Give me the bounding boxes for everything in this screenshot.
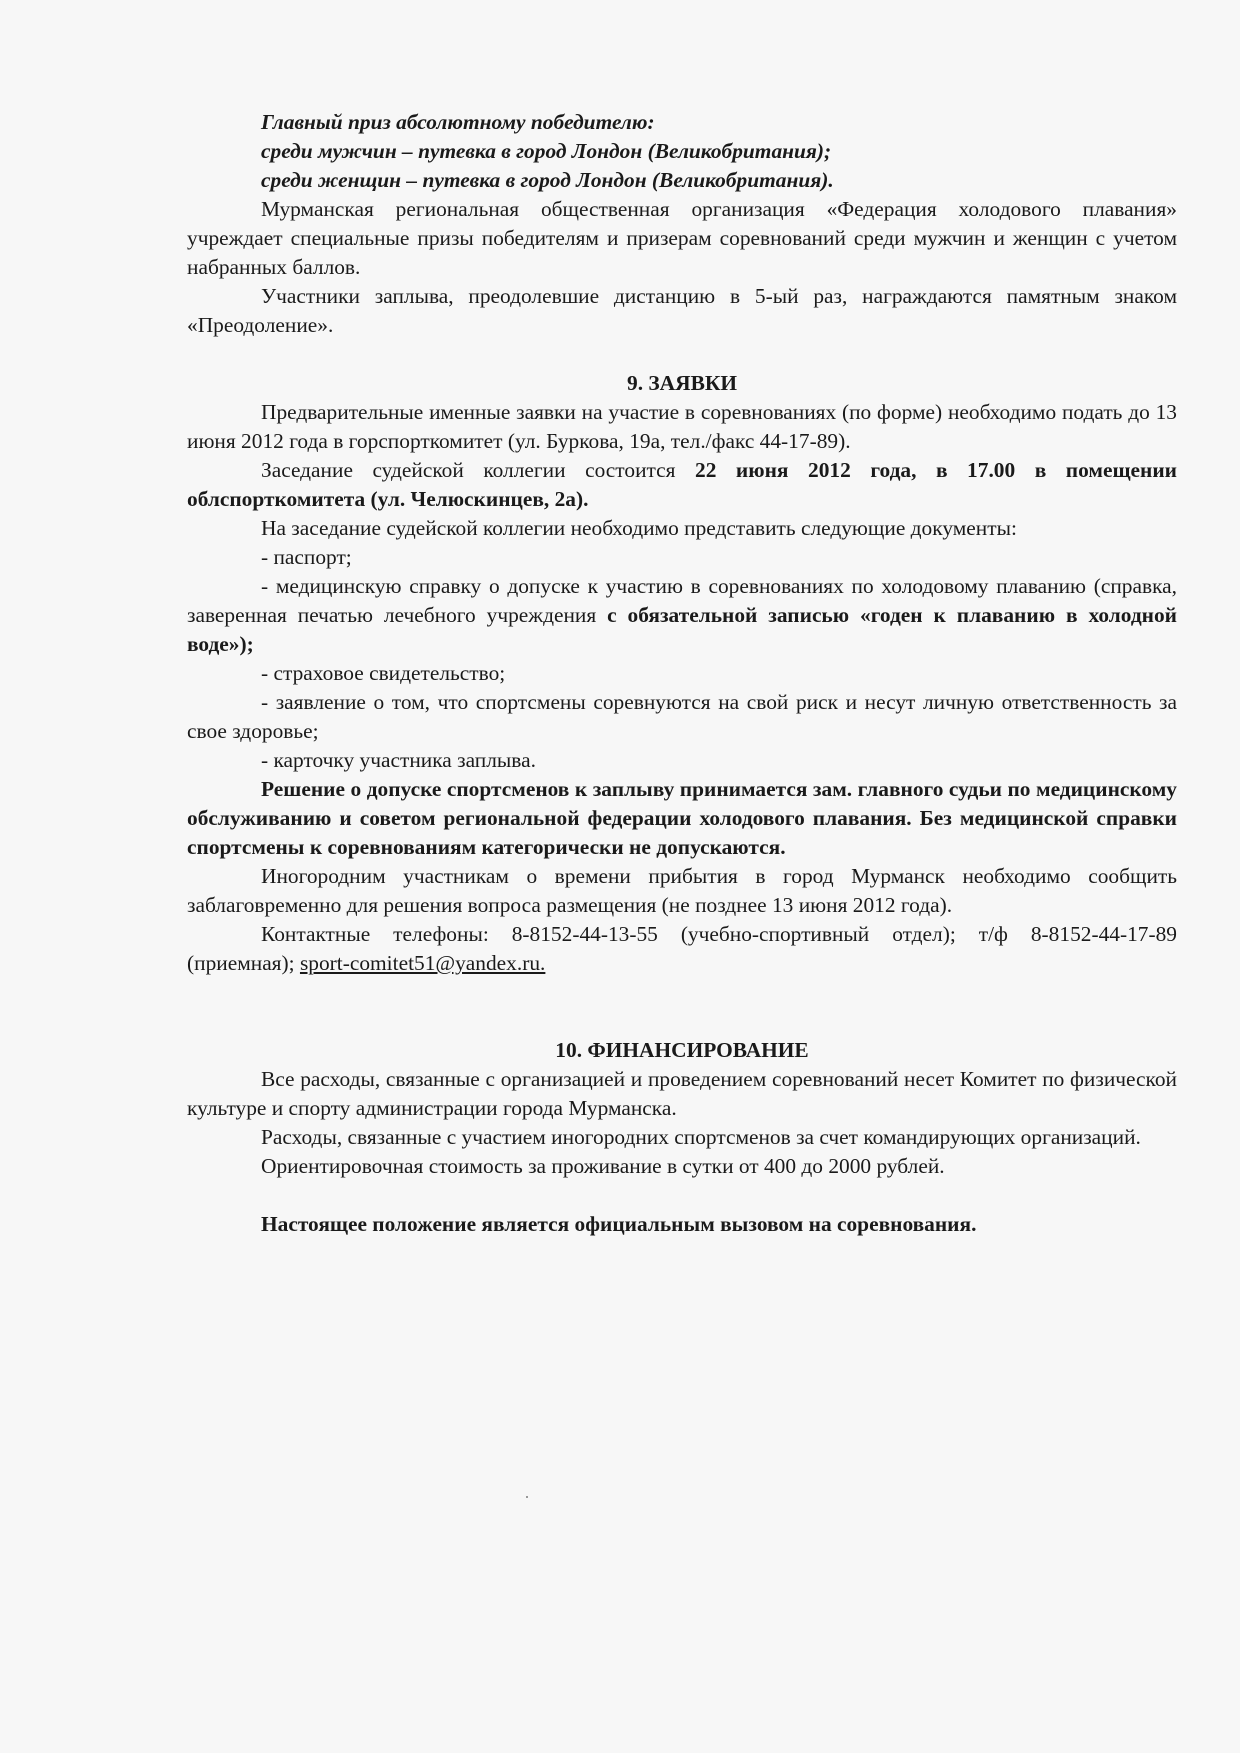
nonresident-costs-paragraph: Расходы, связанные с участием иногородних спортсменов за счет командирующих организаций. bbox=[261, 1125, 1141, 1149]
prize-men: среди мужчин – путевка в город Лондон (Великобритания); bbox=[261, 139, 832, 163]
prize-title: Главный приз абсолютному победителю: bbox=[261, 110, 655, 134]
document-body bbox=[187, 108, 1177, 1239]
doc-statement: - заявление о том, что спортсмены соревнуются на свой риск и несут личную ответственность за свое здоровье; bbox=[187, 690, 1177, 743]
accommodation-paragraph: Ориентировочная стоимость за проживание в сутки от 400 до 2000 рублей. bbox=[261, 1154, 945, 1178]
judges-meeting-details: 22 июня 2012 года, в 17.00 в помещении облспорткомитета (ул. Челюскинцев, 2а). bbox=[187, 458, 1178, 511]
doc-passport: - паспорт; bbox=[261, 545, 352, 569]
contacts-paragraph bbox=[187, 920, 1177, 978]
section-9-heading: 9. ЗАЯВКИ bbox=[627, 371, 737, 395]
prize-women: среди женщин – путевка в город Лондон (Великобритания). bbox=[261, 168, 834, 192]
doc-medical-certificate bbox=[187, 572, 1177, 659]
doc-medical-requirement: с обязательной записью «годен к плаванию в холодной воде»); bbox=[187, 603, 1177, 656]
closing-statement: Настоящее положение является официальным вызовом на соревнования. bbox=[261, 1212, 977, 1236]
scan-speck bbox=[526, 1496, 528, 1498]
nonresident-paragraph: Иногородним участникам о времени прибытия в город Мурманск необходимо сообщить заблаговременно для решения вопроса размещения (не позднее 13 июня 2012 года). bbox=[187, 864, 1177, 917]
contacts-email-link[interactable]: sport-comitet51@yandex.ru. bbox=[299, 951, 546, 975]
doc-medical-lead: - медицинскую справку о допуске к участию в соревнованиях по холодовому плаванию (справка, заверенная печатью лечебного учреждения bbox=[187, 574, 1177, 627]
expenses-paragraph: Все расходы, связанные с организацией и проведением соревнований несет Комитет по физической культуре и спорту администрации города Мурманска. bbox=[187, 1067, 1177, 1120]
judges-meeting-lead: Заседание судейской коллегии состоится bbox=[261, 458, 695, 482]
prelim-applications-paragraph: Предварительные именные заявки на участие в соревнованиях (по форме) необходимо подать до 13 июня 2012 года в горспорткомитет (ул. Буркова, 19а, тел./факс 44-17-89). bbox=[187, 400, 1177, 453]
federation-paragraph: Мурманская региональная общественная организация «Федерация холодового плавания» учреждает специальные призы победителям и призерам соревнований среди мужчин и женщин с учетом набранных баллов. bbox=[187, 197, 1177, 279]
badge-paragraph: Участники заплыва, преодолевшие дистанцию в 5-ый раз, награждаются памятным знаком «Преодоление». bbox=[187, 284, 1177, 337]
documents-intro: На заседание судейской коллегии необходимо представить следующие документы: bbox=[261, 516, 1017, 540]
doc-insurance: - страховое свидетельство; bbox=[261, 661, 506, 685]
doc-participant-card: - карточку участника заплыва. bbox=[261, 748, 536, 772]
judges-meeting-paragraph bbox=[187, 456, 1177, 514]
admission-decision-paragraph: Решение о допуске спортсменов к заплыву принимается зам. главного судьи по медицинскому обслуживанию и советом региональной федерации холодового плавания. Без медицинской справки спортсмены к соревнованиям категорически не допускаются. bbox=[187, 777, 1177, 859]
contacts-phones: Контактные телефоны: 8-8152-44-13-55 (учебно-спортивный отдел); т/ф 8-8152-44-17-89 (приемная); bbox=[187, 922, 1177, 975]
section-10-heading: 10. ФИНАНСИРОВАНИЕ bbox=[555, 1038, 809, 1062]
